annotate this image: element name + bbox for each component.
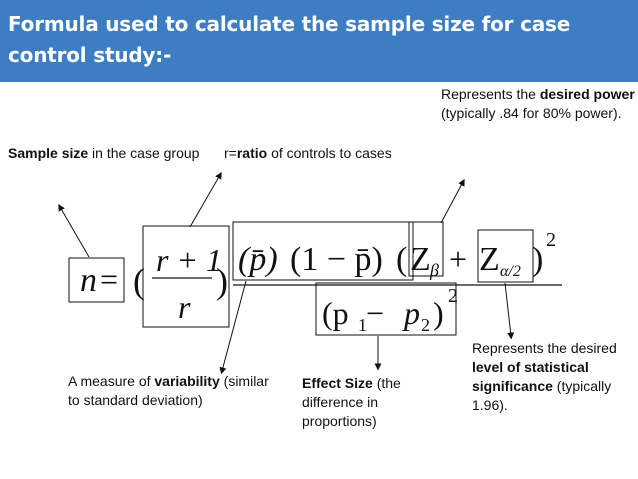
formula-z-beta: Z	[410, 241, 431, 278]
arrow-sample-size	[60, 207, 89, 257]
formula-z-open: (	[396, 241, 408, 278]
arrow-significance	[505, 283, 511, 336]
formula-beta: β	[430, 260, 439, 280]
note-power-prefix: Represents the	[441, 86, 540, 102]
note-ratio-prefix: r=	[224, 145, 237, 161]
note-power-text: (typically .84 for 80% power).	[441, 105, 622, 121]
formula-p-two: p	[404, 295, 420, 331]
formula-ratio-numerator: r + 1	[156, 242, 223, 278]
note-variability-bold: variability	[154, 373, 220, 389]
formula-equals: =	[100, 261, 119, 297]
note-effect-size-bold: Effect Size	[302, 375, 373, 391]
note-ratio-text: of controls to cases	[267, 145, 392, 161]
arrow-ratio	[190, 175, 220, 227]
formula-n: n	[80, 262, 97, 299]
slide-title: Formula used to calculate the sample size for case control study:-	[8, 12, 571, 67]
note-power-bold: desired power	[539, 86, 635, 102]
note-significance-bold: level of statistical significance	[472, 359, 589, 394]
formula-ratio-denominator: r	[178, 289, 191, 325]
formula-p-bar: (p̄)	[238, 241, 278, 278]
note-variability-text: (similar to standard deviation)	[68, 373, 269, 408]
formula-one-minus-p-bar: (1 − p̄)	[290, 241, 383, 278]
note-effect-size-text: (the difference in proportions)	[302, 375, 401, 429]
note-sample-size-bold: Sample size	[8, 145, 89, 161]
formula-denominator-open: (p	[322, 295, 349, 331]
formula-denominator-exponent: 2	[448, 285, 458, 307]
note-sample-size-text: in the case group	[88, 145, 200, 161]
formula-minus: −	[366, 295, 385, 331]
arrow-power	[441, 182, 463, 223]
formula-open-paren: (	[133, 261, 145, 301]
formula-sub-two: 2	[421, 315, 430, 335]
note-significance-prefix: Represents the desired	[472, 340, 617, 356]
formula-denominator-close: )	[433, 295, 444, 331]
formula-sub-one: 1	[358, 315, 367, 335]
formula-plus: +	[449, 241, 468, 277]
formula-z-close: )	[532, 241, 544, 278]
note-significance-text: (typically 1.96).	[472, 378, 612, 413]
note-variability-prefix: A measure of	[68, 373, 155, 389]
formula-close-paren: )	[216, 261, 228, 301]
formula-exponent: 2	[546, 229, 556, 251]
formula-z-alpha: Z	[479, 241, 500, 278]
formula-alpha-half: α/2	[500, 263, 521, 280]
note-ratio-bold: ratio	[236, 145, 268, 161]
